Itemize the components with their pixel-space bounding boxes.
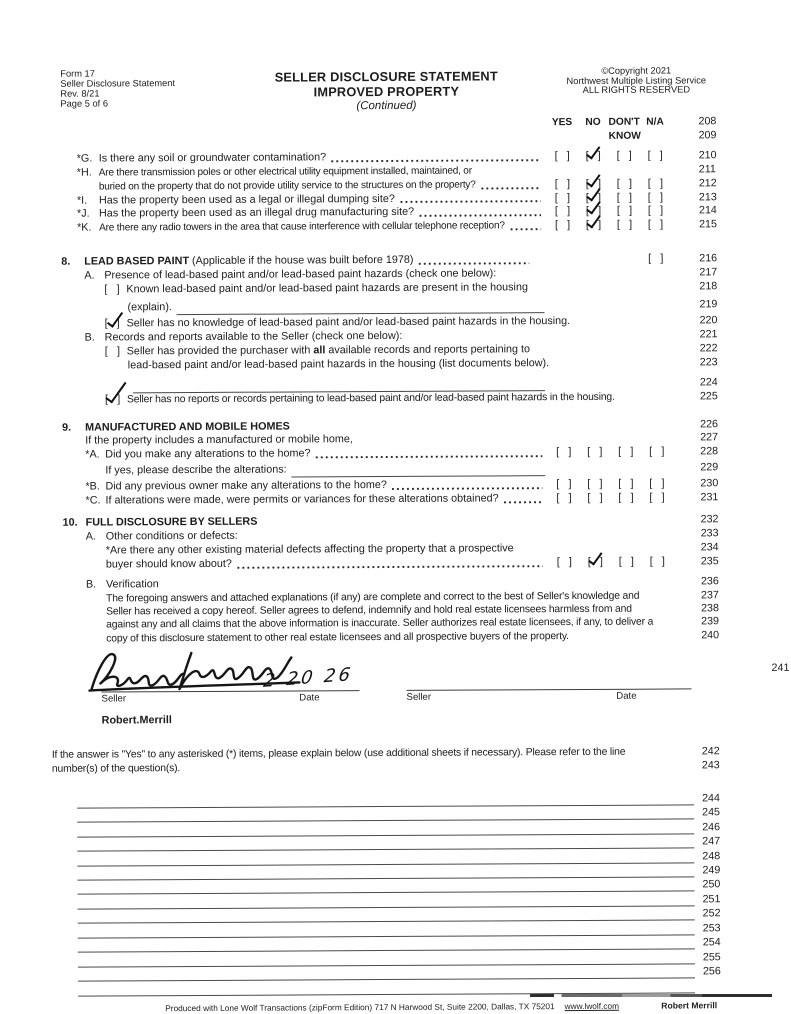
checkbox-na[interactable] [642, 555, 673, 569]
question-letter: *J. [77, 208, 99, 222]
form-page: Page 5 of 6 [60, 99, 220, 110]
line-number: 219 [671, 298, 715, 312]
section8-explain-row [61, 294, 715, 315]
checkbox-dont-know[interactable] [609, 205, 640, 219]
line-number: 233 [673, 527, 717, 541]
seller-label: Seller [102, 694, 127, 705]
line-number: 232 [673, 513, 717, 527]
col-know-label: KNOW [609, 130, 640, 144]
line-number: 212 [671, 177, 715, 191]
line-number: 235 [673, 555, 717, 569]
dot-leader [236, 564, 543, 570]
line-number: 222 [672, 342, 716, 356]
col-yes-label: YES [546, 116, 577, 130]
item-text: If the property includes a manufactured or mobile home, [85, 434, 353, 449]
checkbox-known-lead-paint[interactable] [104, 283, 126, 297]
line-number: 223 [672, 356, 716, 370]
line-number: 251 [695, 893, 719, 905]
line-number: 211 [671, 163, 715, 177]
dot-leader [503, 500, 543, 504]
paragraph-text: Seller has received a copy hereof. Seller agrees to defend, indemnify and hold real estate licensees harmless from and [106, 603, 632, 619]
item-label: B. [86, 578, 106, 592]
checkbox-no[interactable] [579, 446, 610, 460]
checkbox-yes[interactable] [547, 205, 578, 219]
question-text: If alterations were made, were permits or variances for these alterations obtained? [105, 493, 498, 509]
question-letter: *B. [85, 481, 105, 495]
item-text: If yes, please describe the alterations: [105, 464, 286, 479]
checkbox-dont-know[interactable] [609, 149, 640, 163]
checkbox-yes[interactable] [547, 219, 578, 233]
col-no-label: NO [577, 116, 608, 130]
line-number: 236 [673, 575, 717, 589]
checkbox-no[interactable] [578, 150, 609, 164]
copyright-line-3: ALL RIGHTS RESERVED [552, 85, 720, 95]
line-number: 248 [694, 850, 718, 862]
line-number: 253 [695, 922, 719, 934]
dot-leader [509, 227, 541, 231]
line-number: 213 [671, 191, 715, 205]
question-text: Are there transmission poles or other electrical utility equipment installed, maintained, or [99, 164, 472, 180]
checkbox-na[interactable] [640, 219, 671, 233]
line-number: 256 [695, 965, 719, 977]
date-label: Date [616, 691, 636, 702]
checkbox-na[interactable] [640, 177, 671, 191]
line-number: 254 [695, 936, 719, 948]
section-number: 8. [61, 256, 84, 270]
item-label: A. [86, 530, 106, 544]
copyright-line-1: ©Copyright 2021 [552, 66, 720, 76]
paragraph-text: copy of this disclosure statement to other real estate licensees and all prospective buyers of the property. [106, 630, 569, 646]
question-row-k [61, 219, 715, 236]
question-text: Did any previous owner make any alterations to the home? [105, 479, 387, 494]
line-number: 208 [670, 115, 714, 129]
form-meta [60, 69, 220, 109]
item-text: Seller has no reports or records pertaining to lead-based paint and/or lead-based paint hazards in the housing. [127, 390, 615, 406]
produced-with-text: Produced with Lone Wolf Transactions (zipForm Edition) 717 N Harwood St, Suite 2200, Dallas, TX 75201 [165, 1001, 554, 1013]
checkbox-dont-know[interactable] [609, 177, 640, 191]
line-number: 230 [672, 477, 716, 491]
section10-q2-row [63, 555, 717, 572]
checkbox-no-reports-lead-paint[interactable] [105, 393, 127, 407]
section8-b2-row [62, 390, 716, 407]
line-number: 227 [672, 432, 716, 446]
line-number: 247 [694, 835, 718, 847]
page-footer [65, 1000, 719, 1013]
answer-column-labels [546, 116, 670, 131]
checkbox-dont-know[interactable] [610, 446, 641, 460]
question-letter: *H. [77, 166, 99, 180]
seller-label: Seller [407, 692, 432, 703]
section8-b1b-row [62, 356, 716, 373]
checkbox-yes[interactable] [548, 446, 579, 460]
line-number: 216 [671, 253, 715, 267]
scan-artifact-bar [530, 994, 772, 997]
seller1-signature-area [101, 652, 359, 704]
checkbox-no[interactable] [579, 478, 610, 492]
line-number: 237 [693, 589, 717, 603]
footer-agent-name: Robert Merrill [661, 1000, 717, 1010]
section-title: MANUFACTURED AND MOBILE HOMES [85, 420, 290, 435]
title-line-1: SELLER DISCLOSURE STATEMENT [220, 69, 552, 85]
dot-leader [391, 486, 543, 491]
date-label: Date [299, 693, 319, 704]
section-number: 9. [62, 421, 85, 435]
question-text: Has the property been used as a legal or illegal dumping site? [99, 192, 395, 207]
checkbox-no[interactable] [580, 556, 611, 570]
form-name: Seller Disclosure Statement [60, 79, 220, 90]
line-number: 239 [693, 616, 717, 630]
line-number: 231 [672, 491, 716, 505]
item-text: Verification [106, 578, 159, 592]
seller2-signature-area [406, 651, 691, 703]
seller2-signature-line[interactable] [406, 651, 691, 691]
checkbox-dont-know[interactable] [611, 555, 642, 569]
checkbox-yes[interactable] [549, 556, 580, 570]
question-text: Did you make any alterations to the home? [105, 448, 310, 463]
item-text: (explain). [127, 301, 171, 315]
section-title-note: (Applicable if the house was built before 1978) [192, 254, 414, 269]
checkbox-no-knowledge-lead-paint[interactable] [105, 317, 127, 331]
line-number: 240 [693, 629, 717, 643]
question-letter: *A. [85, 449, 105, 463]
checkbox-dont-know[interactable] [610, 478, 641, 492]
line-number: 249 [694, 864, 718, 876]
line-number: 210 [671, 149, 715, 163]
title-continued: (Continued) [220, 98, 552, 114]
line-number: 226 [672, 418, 716, 432]
question-text: Are there any radio towers in the area that cause interference with cellular telephone reception? [99, 220, 505, 236]
item-text: Other conditions or defects: [106, 530, 238, 545]
line-number: 250 [694, 879, 718, 891]
line-number: 244 [694, 792, 718, 804]
checkbox-yes[interactable] [547, 178, 578, 192]
seller1-signature-line[interactable] [101, 652, 359, 692]
checkbox-na[interactable] [640, 205, 671, 219]
line-number: 242 [694, 745, 718, 759]
checkbox-na[interactable] [641, 492, 672, 506]
line-number: 241 [772, 662, 790, 674]
dot-leader [480, 186, 541, 190]
checkbox-no[interactable] [578, 219, 609, 233]
item-text: Known lead-based paint and/or lead-based paint hazards are present in the housing [126, 281, 528, 297]
explain-instructions-line-2 [52, 759, 718, 776]
form-number: Form 17 [60, 69, 220, 80]
paragraph-text: number(s) of the question(s). [52, 762, 180, 776]
question-text: Has the property been used as an illegal drug manufacturing site? [99, 206, 414, 222]
line-number: 217 [671, 266, 715, 280]
checkbox-dont-know[interactable] [609, 191, 640, 205]
checkbox-records-provided[interactable] [105, 345, 127, 359]
alterations-blank-line[interactable] [292, 463, 546, 477]
line-number: 220 [672, 314, 716, 328]
line-number: 255 [695, 951, 719, 963]
line-number: 234 [673, 541, 717, 555]
line-number: 215 [671, 219, 715, 233]
form-header [0, 0, 770, 115]
item-text: lead-based paint and/or lead-based paint hazards in the housing (list documents below). [128, 357, 549, 373]
item-text: Records and reports available to the Seller (check one below): [105, 330, 403, 345]
item-text: Presence of lead-based paint and/or lead-based paint hazards (check one below): [104, 268, 496, 284]
dot-leader [330, 158, 541, 163]
form-title [220, 69, 552, 114]
section-title: LEAD BASED PAINT [84, 255, 189, 269]
section9-qc-row [62, 491, 716, 508]
seller-printed-name: Robert.Merrill [102, 711, 774, 727]
checkbox-dont-know[interactable] [609, 219, 640, 233]
dot-leader [399, 200, 541, 205]
line-number: 246 [694, 821, 718, 833]
line-number: 228 [672, 446, 716, 460]
lwolf-link[interactable]: www.lwolf.com [565, 1000, 619, 1010]
section-title: FULL DISCLOSURE BY SELLERS [86, 516, 258, 531]
explanation-lines [2, 790, 775, 996]
section-number: 10. [63, 517, 86, 531]
line-number: 225 [672, 390, 716, 404]
question-text: *Are there any other existing material defects affecting the property that a prospective [106, 542, 514, 558]
item-text: Seller has no knowledge of lead-based paint and/or lead-based paint hazards in the housing. [127, 315, 571, 331]
question-letter: *C. [85, 495, 105, 509]
paragraph-text: The foregoing answers and attached explanations (if any) are complete and correct to the best of Seller's knowledge and [106, 589, 639, 605]
line-number: 243 [694, 759, 718, 773]
checkbox-na[interactable] [641, 478, 672, 492]
copyright-line-2: Northwest Multiple Listing Service [552, 76, 720, 86]
paragraph-text: If the answer is "Yes" to any asterisked (*) items, please explain below (use additional sheets if necessary). Please refer to the line [52, 746, 626, 763]
dot-leader [315, 454, 543, 459]
question-text: buyer should know about? [106, 558, 232, 573]
checkbox-yes[interactable] [548, 478, 579, 492]
checkbox-na[interactable] [640, 253, 671, 267]
form-revision: Rev. 8/21 [60, 89, 220, 100]
question-text: Is there any soil or groundwater contamination? [99, 151, 327, 166]
checkbox-yes[interactable] [547, 150, 578, 164]
item-label: A. [84, 270, 104, 284]
item-text: Seller has provided the purchaser with all available records and reports pertaining to [127, 343, 530, 359]
checkbox-yes[interactable] [548, 492, 579, 506]
col-dont-label: DON'T [608, 116, 639, 130]
checkbox-yes[interactable] [547, 192, 578, 206]
handwritten-date: 2 20 26 [262, 664, 354, 692]
checkbox-na[interactable] [640, 191, 671, 205]
line-number: 218 [671, 280, 715, 294]
dot-leader [418, 261, 530, 266]
paragraph-text: against any and all claims that the above information is inaccurate. Seller authorizes real estate licensees, if any, to deliver a [106, 616, 653, 632]
line-number: 238 [693, 602, 717, 616]
item-label: B. [85, 331, 105, 345]
col-na-label: N/A [639, 116, 670, 130]
copyright-block [552, 66, 720, 96]
line-number: 229 [672, 462, 716, 476]
checkbox-dont-know[interactable] [610, 492, 641, 506]
question-text: buried on the property that do not provide utility service to the structures on the property? [99, 178, 476, 194]
line-number: 252 [695, 908, 719, 920]
line-number: 209 [671, 129, 715, 143]
line-number: 214 [671, 205, 715, 219]
checkbox-no[interactable] [579, 492, 610, 506]
answer-column-header-row-2 [61, 129, 715, 146]
title-line-2: IMPROVED PROPERTY [220, 84, 552, 100]
line-number: 224 [672, 376, 716, 390]
line-number: 221 [672, 328, 716, 342]
checkbox-na[interactable] [640, 149, 671, 163]
signature-block [101, 650, 717, 711]
line-number: 245 [694, 807, 718, 819]
dot-leader [418, 214, 541, 219]
question-letter: *G. [77, 152, 99, 166]
explain-blank-line[interactable] [177, 300, 545, 315]
checkbox-na[interactable] [641, 446, 672, 460]
question-letter: *K. [77, 222, 99, 236]
question-letter: *I. [77, 194, 99, 208]
